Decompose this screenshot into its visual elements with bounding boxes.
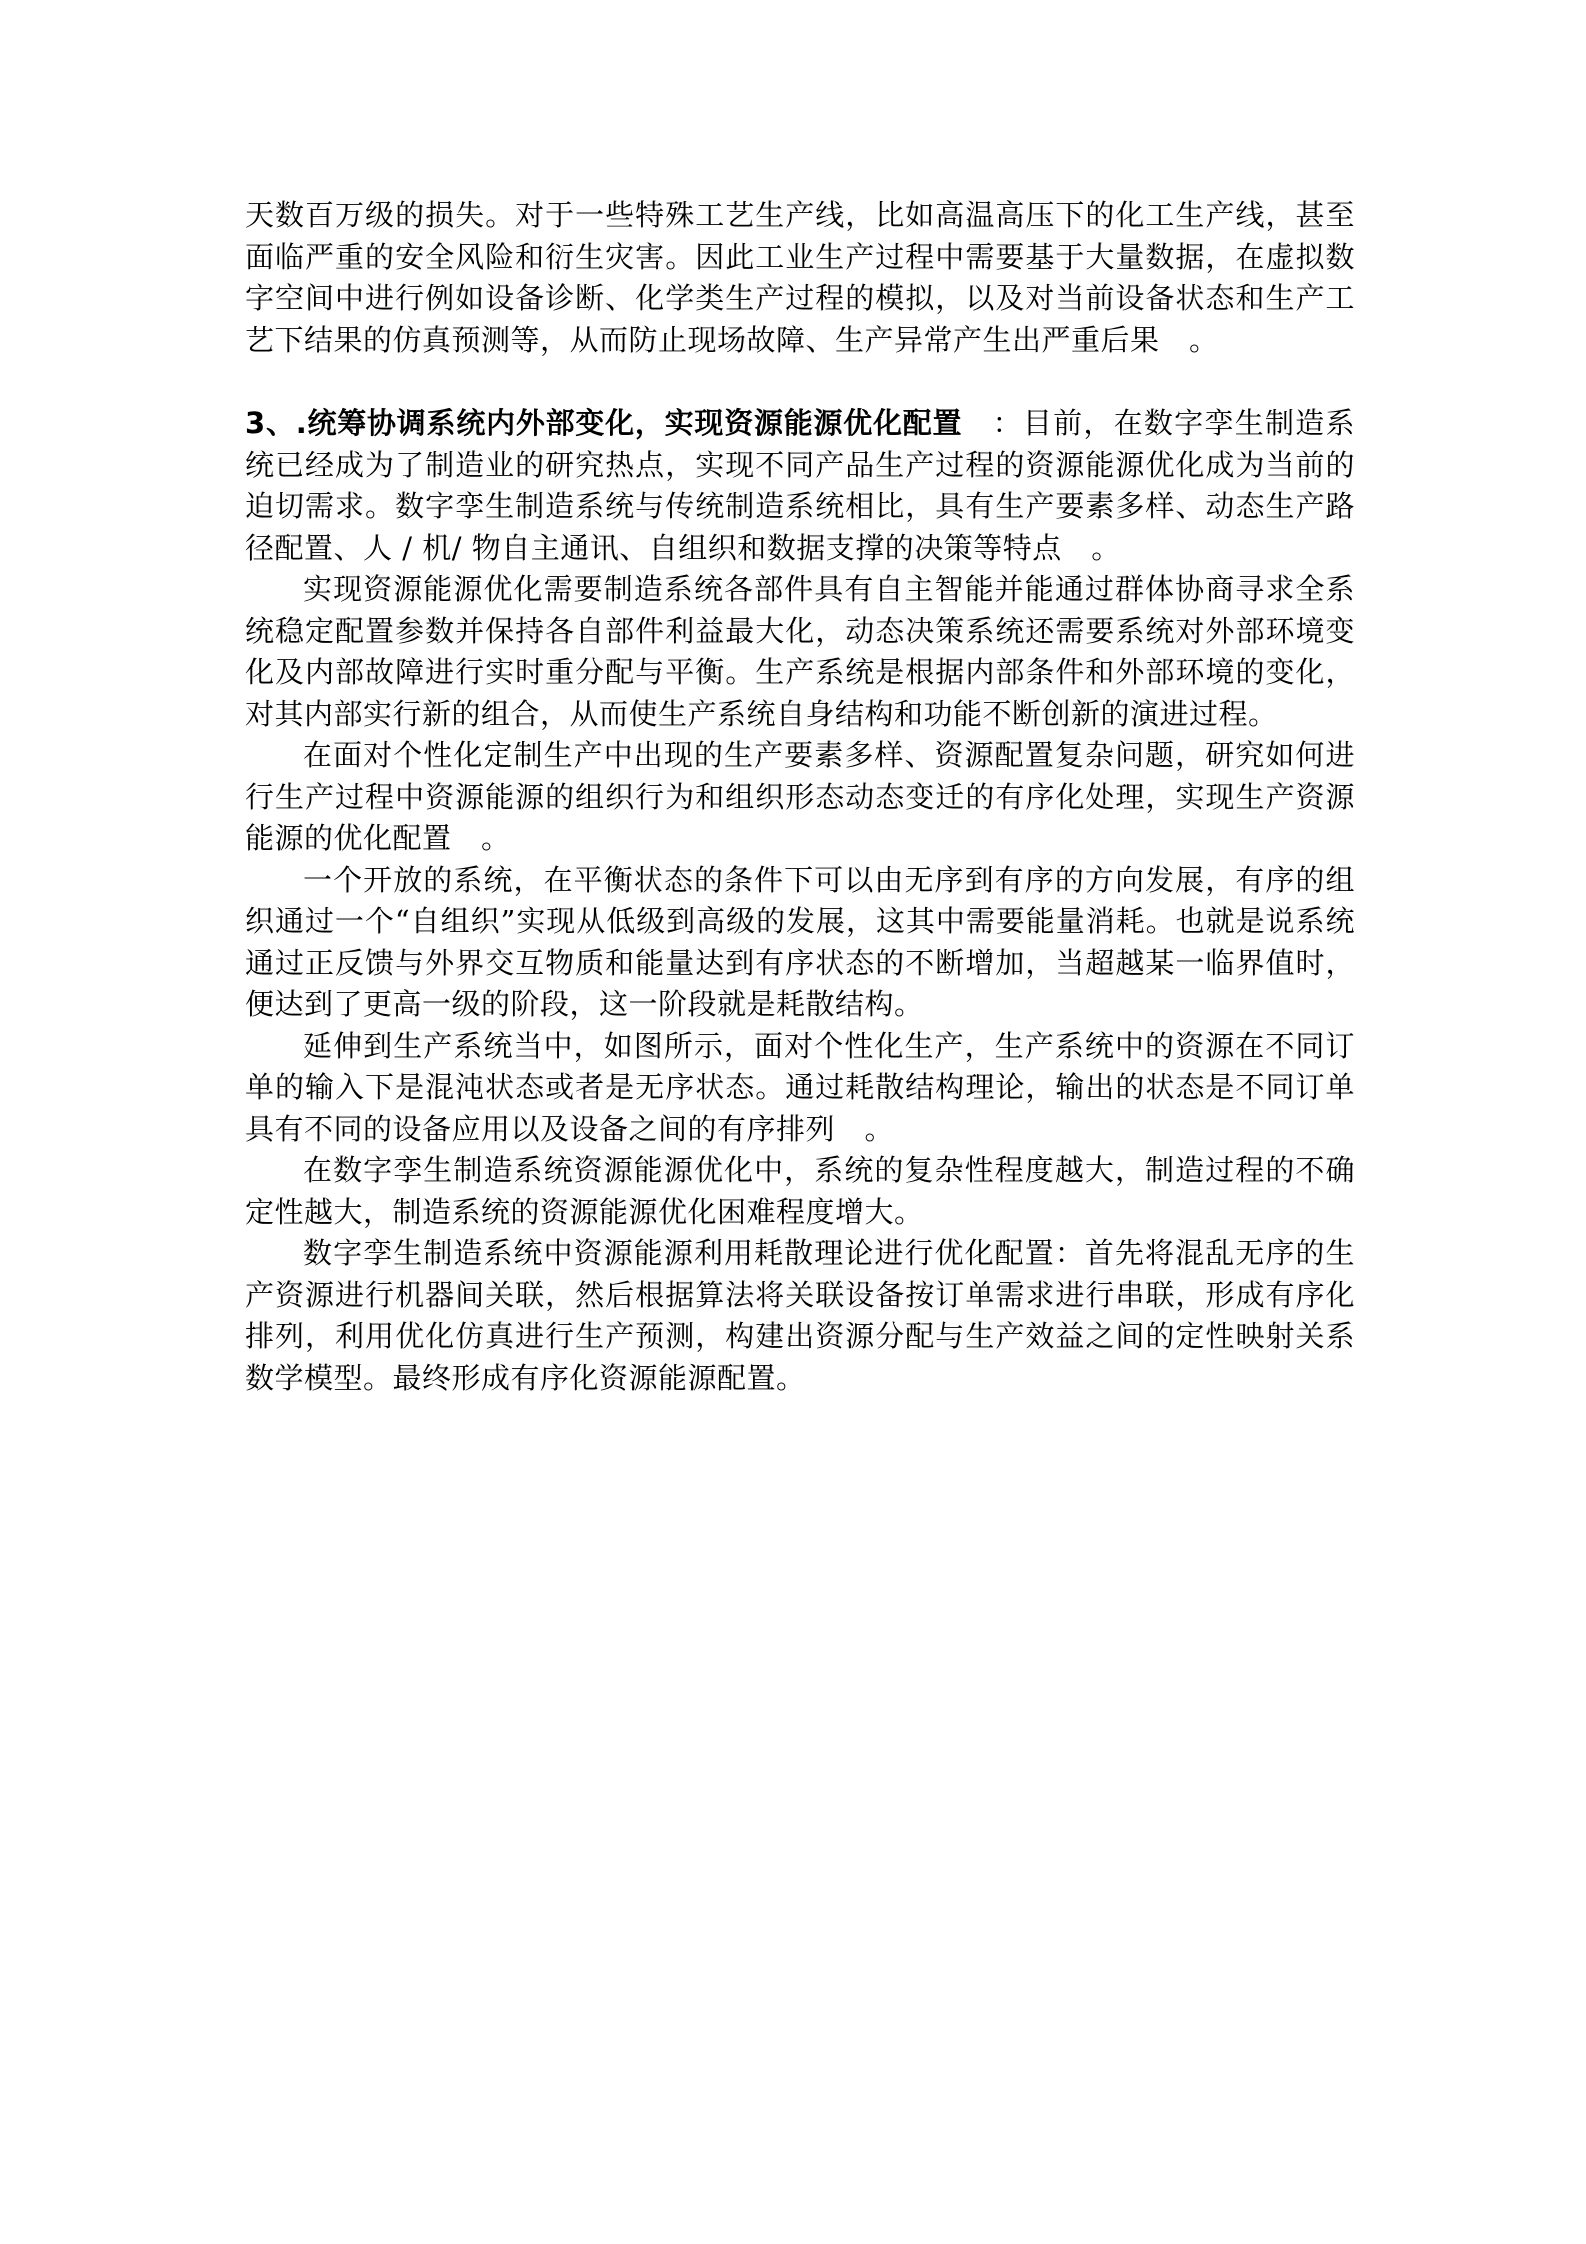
body-paragraph: 在面对个性化定制生产中出现的生产要素多样、资源配置复杂问题，研究如何进行生产过程中资源能源的组织行为和组织形态动态变迁的有序化处理，实现生产资源能源的优化配置 。 [245, 738, 1355, 855]
body-paragraph: 实现资源能源优化需要制造系统各部件具有自主智能并能通过群体协商寻求全系统稳定配置参数并保持各自部件利益最大化，动态决策系统还需要系统对外部环境变化及内部故障进行实时重分配与平衡。生产系统是根据内部条件和外部环境的变化，对其内部实行新的组合，从而使生产系统自身结构和功能不断创新的演进过程。 [245, 572, 1355, 731]
body-paragraph: 一个开放的系统，在平衡状态的条件下可以由无序到有序的方向发展，有序的组织通过一个“自组织”实现从低级到高级的发展，这其中需要能量消耗。也就是说系统通过正反馈与外界交互物质和能量达到有序状态的不断增加，当超越某一临界值时，便达到了更高一级的阶段，这一阶段就是耗散结构。 [245, 862, 1355, 1021]
section-3-number: 3、. [245, 406, 307, 440]
top-text-block [245, 195, 1355, 361]
main-text-block [245, 403, 1355, 1399]
continuation-paragraph: 天数百万级的损失。对于一些特殊工艺生产线，比如高温高压下的化工生产线，甚至面临严重的安全风险和衍生灾害。因此工业生产过程中需要基于大量数据，在虚拟数字空间中进行例如设备诊断、化学类生产过程的模拟，以及对当前设备状态和生产工艺下结果的仿真预测等，从而防止现场故障、生产异常产生出严重后果 。 [245, 198, 1355, 357]
body-paragraph: 在数字孪生制造系统资源能源优化中，系统的复杂性程度越大，制造过程的不确定性越大，制造系统的资源能源优化困难程度增大。 [245, 1153, 1355, 1229]
section-3-heading: 统筹协调系统内外部变化，实现资源能源优化配置 [306, 406, 963, 440]
section-3-paragraph [245, 403, 1355, 569]
body-paragraph: 数字孪生制造系统中资源能源利用耗散理论进行优化配置：首先将混乱无序的生产资源进行机器间关联，然后根据算法将关联设备按订单需求进行串联，形成有序化排列，利用优化仿真进行生产预测，构建出资源分配与生产效益之间的定性映射关系数学模型。最终形成有序化资源能源配置。 [245, 1236, 1355, 1395]
body-paragraph: 延伸到生产系统当中，如图所示，面对个性化生产，生产系统中的资源在不同订单的输入下是混沌状态或者是无序状态。通过耗散结构理论，输出的状态是不同订单具有不同的设备应用以及设备之间的有序排列 。 [245, 1028, 1355, 1146]
section-3-intro: ：目前，在数字孪生制造系统已经成为了制造业的研究热点，实现不同产品生产过程的资源能源优化成为当前的迫切需求。数字孪生制造系统与传统制造系统相比，具有生产要素多样、动态生产路径配置、人 / 机/ 物自主通讯、自组织和数据支撑的决策等特点 。 [245, 406, 1355, 565]
